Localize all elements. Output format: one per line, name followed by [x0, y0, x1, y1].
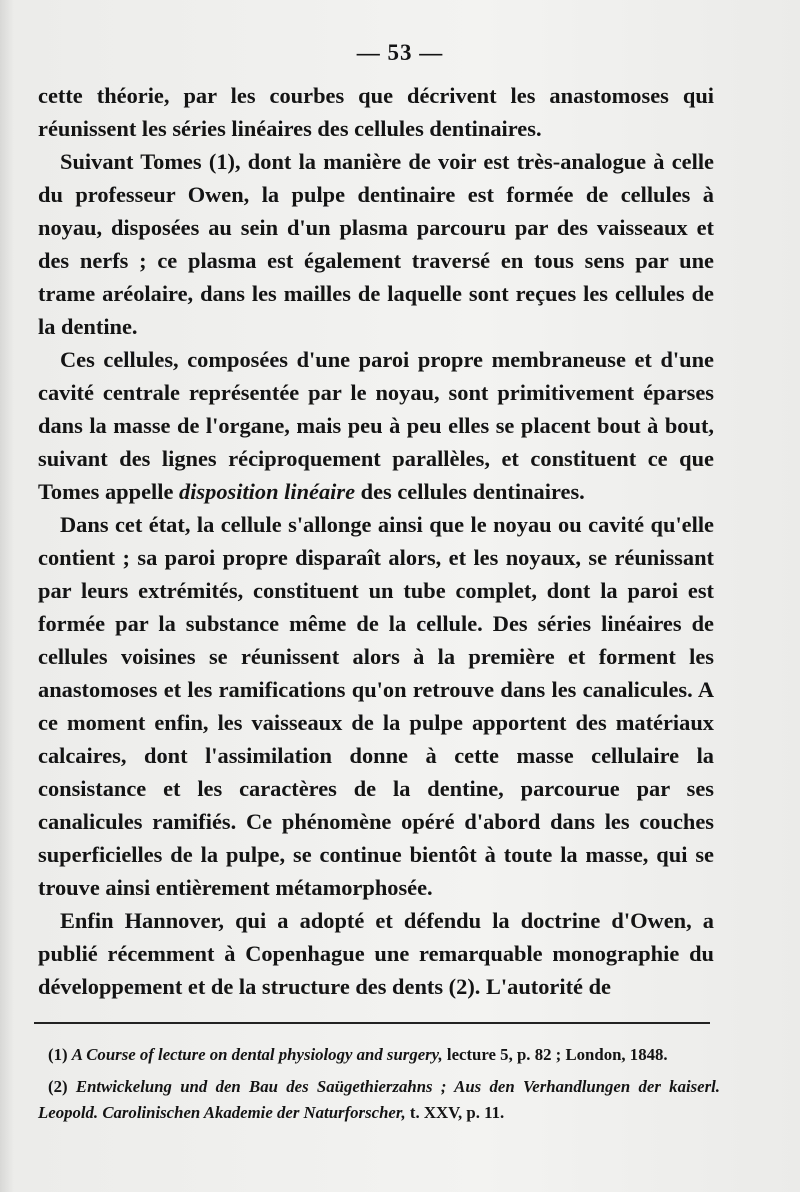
- paragraph-continuation: cette théorie, par les courbes que décrivent les anastomoses qui réunissent les séries linéaires des cellules dentinaires.: [38, 83, 714, 141]
- footnote-2: [38, 1074, 720, 1126]
- footnote-title: A Course of lecture on dental physiology and surgery,: [71, 1045, 443, 1064]
- footnote-reference: lecture 5, p. 82 ; London, 1848.: [442, 1045, 668, 1064]
- body-text: [38, 79, 714, 1003]
- footnote-title: Entwickelung und den Bau des Saügethierzahns ; Aus den Verhandlungen der kaiserl. Leopold. Carolinischen Akademie der Naturforscher,: [38, 1077, 720, 1122]
- footnote-marker: (2): [48, 1077, 68, 1096]
- paragraph-tomes: Suivant Tomes (1), dont la manière de voir est très-analogue à celle du professeur Owen, la pulpe dentinaire est formée de cellules à noyau, disposées au sein d'un plasma parcouru par des vaisseaux et des nerfs ; ce plasma est également traversé en tous sens par une trame aréolaire, dans les mailles de laquelle sont reçues les cellules de la dentine.: [38, 149, 714, 339]
- footnote-divider: [34, 1022, 710, 1024]
- paragraph-cellules-text-before: Ces cellules, composées d'une paroi propre membraneuse et d'une cavité centrale représentée par le noyau, sont primitivement éparses dans la masse de l'organe, mais peu à peu elles se placent bout à bout, suivant des lignes réciproquement parallèles, et constituent ce que Tomes appelle: [38, 347, 714, 504]
- paragraph-etat: Dans cet état, la cellule s'allonge ainsi que le noyau ou cavité qu'elle contient ; sa paroi propre disparaît alors, et les noyaux, se réunissant par leurs extrémités, constituent un tube complet, dont la paroi est formée par la substance même de la cellule. Des séries linéaires de cellules voisines se réunissent alors à la première et forment les anastomoses et les ramifications qu'on retrouve dans les canalicules. A ce moment enfin, les vaisseaux de la pulpe apportent des matériaux calcaires, dont l'assimilation donne à cette masse cellulaire la consistance et les caractères de la dentine, parcourue par ses canalicules ramifiés. Ce phénomène opéré d'abord dans les couches superficielles de la pulpe, se continue bientôt à toute la masse, qui se trouve ainsi entièrement métamorphosée.: [38, 512, 714, 900]
- footnotes: [38, 1042, 720, 1132]
- footnote-marker: (1): [48, 1045, 68, 1064]
- paragraph-cellules: [38, 343, 714, 508]
- paragraph-cellules-text-after: des cellules dentinaires.: [355, 479, 585, 504]
- footnote-reference: t. XXV, p. 11.: [405, 1103, 505, 1122]
- footnote-1: [38, 1042, 720, 1068]
- emphasis-disposition-lineaire: disposition linéaire: [179, 479, 356, 504]
- paragraph-hannover: Enfin Hannover, qui a adopté et défendu la doctrine d'Owen, a publié récemment à Copenhague une remarquable monographie du développement et de la structure des dents (2). L'autorité de: [38, 908, 714, 999]
- page-number: — 53 —: [356, 40, 444, 65]
